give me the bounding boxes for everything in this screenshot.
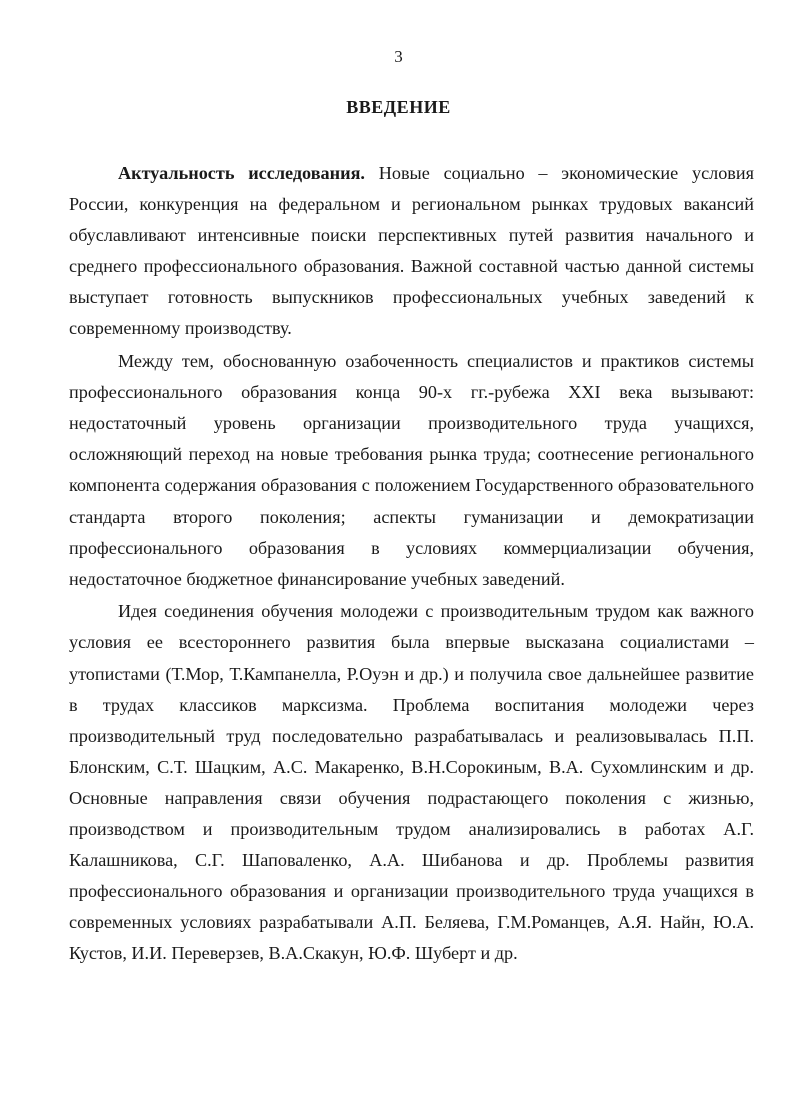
page-number: 3 (394, 47, 403, 66)
paragraph-history: Идея соединения обучения молодежи с производительным трудом как важного условия ее всестороннего развития была впервые высказана социалистами – утопистами (Т.Мор, Т.Кампанелла, Р.Оуэн и др.) и получила свое дальнейшее развитие в трудах классиков марксизма. Проблема воспитания молодежи через производительный труд последовательно разрабатывалась и реализовывалась П.П. Блонским, С.Т. Шацким, А.С. Макаренко, В.Н.Сорокиным, В.А. Сухомлинским и др. Основные направления связи обучения подрастающего поколения с жизнью, производством и производительным трудом анализировались в работах А.Г. Калашникова, С.Г. Шаповаленко, А.А. Шибанова и др. Проблемы развития профессионального образования и организации производительного труда учащихся в современных условиях разрабатывали А.П. Беляева, Г.М.Романцев, А.Я. Найн, Ю.А. Кустов, И.И. Переверзев, В.А.Скакун, Ю.Ф. Шуберт и др. (69, 601, 754, 964)
paragraph-lead: Актуальность исследования. (118, 163, 365, 183)
page-title: ВВЕДЕНИЕ (346, 97, 451, 117)
paragraph-relevance (69, 158, 754, 345)
paragraph-text: Новые социально – экономические условия России, конкуренция на федеральном и региональном рынках трудовых вакансий обуславливают интенсивные поиски перспективных путей развития начального и среднего профессионального образования. Важной составной частью данной системы выступает готовность выпускников профессиональных учебных заведений к современному производству. (69, 163, 754, 339)
body-text (69, 158, 754, 971)
paragraph-concerns: Между тем, обоснованную озабоченность специалистов и практиков системы профессионального образования конца 90-х гг.-рубежа XXI века вызывают: недостаточный уровень организации производительного труда учащихся, осложняющий переход на новые требования рынка труда; соотнесение регионального компонента содержания образования с положением Государственного образовательного стандарта второго поколения; аспекты гуманизации и демократизации профессионального образования в условиях коммерциализации обучения, недостаточное бюджетное финансирование учебных заведений. (69, 351, 754, 589)
